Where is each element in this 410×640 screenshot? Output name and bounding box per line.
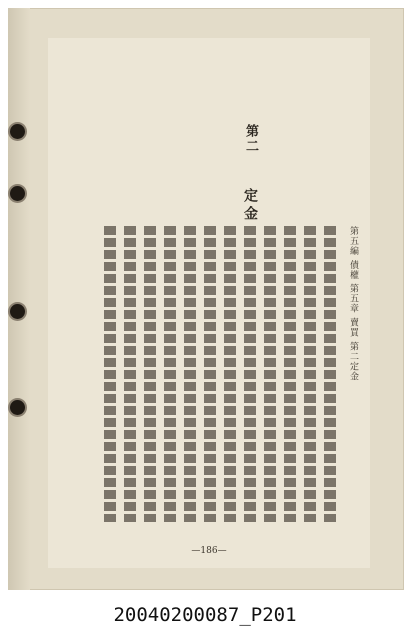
text-column	[144, 226, 156, 522]
text-column	[304, 226, 316, 522]
scanned-page	[8, 8, 404, 590]
text-column	[244, 226, 256, 522]
binding-hole	[10, 400, 25, 415]
book-page	[48, 38, 370, 568]
text-column	[104, 226, 116, 522]
text-block	[96, 226, 336, 526]
page-number: —186—	[191, 546, 227, 556]
binding-hole	[10, 124, 25, 139]
binding-edge	[8, 8, 30, 590]
text-column	[224, 226, 236, 522]
binding-hole	[10, 186, 25, 201]
chapter-title: 定金	[242, 188, 258, 224]
text-column	[324, 226, 336, 522]
binding-hole	[10, 304, 25, 319]
text-column	[284, 226, 296, 522]
text-column	[124, 226, 136, 522]
chapter-number: 第二	[243, 124, 258, 154]
text-column	[184, 226, 196, 522]
running-head: 第五編 債權 第五章 賣買 第二定金	[348, 226, 358, 382]
image-caption: 20040200087_P201	[113, 604, 297, 626]
text-column	[264, 226, 276, 522]
text-column	[204, 226, 216, 522]
text-column	[164, 226, 176, 522]
